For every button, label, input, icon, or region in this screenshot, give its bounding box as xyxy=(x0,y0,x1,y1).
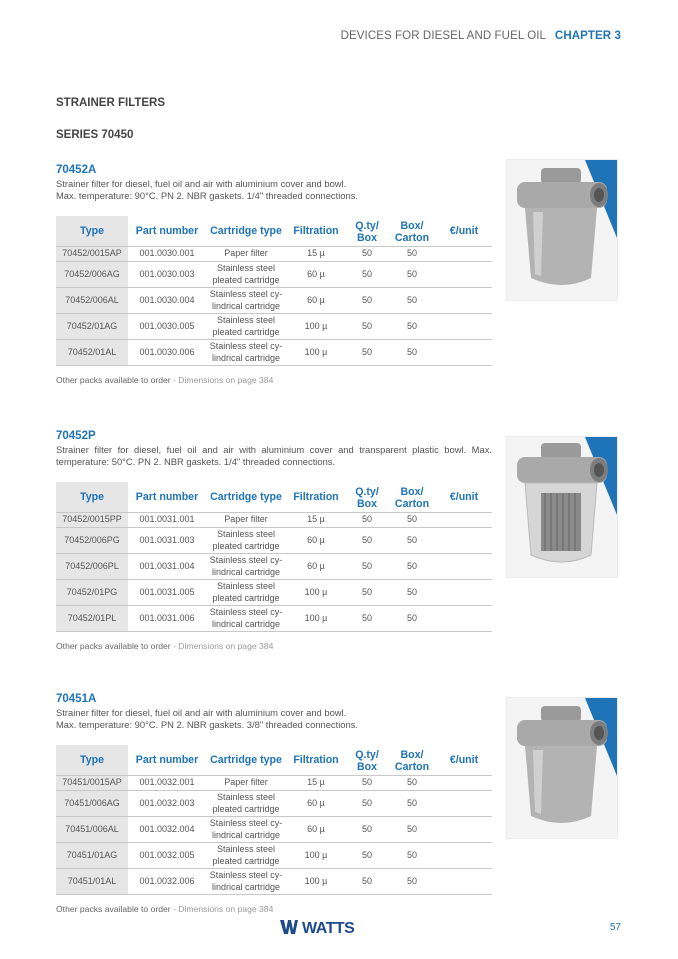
table-header-row xyxy=(56,216,492,247)
type-cell: 70451/01AG xyxy=(56,843,128,869)
page-header xyxy=(341,30,621,42)
product-description xyxy=(56,707,386,731)
part-number-cell: 001.0032.005 xyxy=(128,843,206,869)
column-header-type: Type xyxy=(56,745,128,776)
type-cell: 70452/01AG xyxy=(56,314,128,340)
table-row xyxy=(56,606,492,632)
product-table xyxy=(56,745,492,895)
product-section xyxy=(56,692,492,914)
table-row xyxy=(56,262,492,288)
cartridge-type-cell xyxy=(206,606,286,632)
cartridge-line: Stainless steel xyxy=(216,844,276,854)
box-carton-cell: 50 xyxy=(388,513,436,528)
cartridge-line: pleated cartridge xyxy=(212,326,280,337)
page-number: 57 xyxy=(609,922,621,933)
column-header-qty-box: Q.ty/ Box xyxy=(346,216,388,247)
box-carton-cell: 50 xyxy=(388,288,436,314)
box-carton-cell: 50 xyxy=(388,843,436,869)
part-number-cell: 001.0030.001 xyxy=(128,247,206,262)
part-number-cell: 001.0030.006 xyxy=(128,340,206,366)
price-cell xyxy=(436,843,492,869)
qty-box-cell: 50 xyxy=(346,262,388,288)
product-code: 70452P xyxy=(56,430,96,442)
table-note xyxy=(56,375,492,385)
cartridge-line: Stainless steel xyxy=(216,792,276,802)
header-chapter: CHAPTER 3 xyxy=(554,30,621,42)
column-header-filtration: Filtration xyxy=(286,216,346,247)
filtration-cell: 100 µ xyxy=(286,606,346,632)
filtration-cell: 15 µ xyxy=(286,247,346,262)
cartridge-line: Stainless steel cy- xyxy=(209,289,283,299)
table-row xyxy=(56,554,492,580)
filtration-cell: 60 µ xyxy=(286,817,346,843)
cartridge-line: Paper filter xyxy=(224,777,268,788)
cartridge-line: Stainless steel cy- xyxy=(209,555,283,565)
cartridge-type-cell xyxy=(206,580,286,606)
qty-box-cell: 50 xyxy=(346,843,388,869)
cartridge-line: Paper filter xyxy=(224,514,268,525)
product-description xyxy=(56,178,386,202)
column-header-filtration: Filtration xyxy=(286,745,346,776)
table-row xyxy=(56,314,492,340)
column-header-part-number: Part number xyxy=(128,745,206,776)
product-section xyxy=(56,429,492,651)
qty-box-cell: 50 xyxy=(346,314,388,340)
cartridge-type-cell xyxy=(206,340,286,366)
qty-box-cell: 50 xyxy=(346,580,388,606)
cartridge-type-cell xyxy=(206,554,286,580)
part-number-cell: 001.0030.003 xyxy=(128,262,206,288)
cartridge-line: Paper filter xyxy=(224,248,268,259)
part-number-cell: 001.0032.001 xyxy=(128,776,206,791)
filtration-cell: 60 µ xyxy=(286,554,346,580)
column-header-cartridge-type: Cartridge type xyxy=(206,482,286,513)
filtration-cell: 15 µ xyxy=(286,776,346,791)
price-cell xyxy=(436,776,492,791)
part-number-cell: 001.0031.004 xyxy=(128,554,206,580)
price-cell xyxy=(436,817,492,843)
type-cell: 70452/0015AP xyxy=(56,247,128,262)
price-cell xyxy=(436,262,492,288)
type-cell: 70452/006AG xyxy=(56,262,128,288)
column-header-type: Type xyxy=(56,482,128,513)
price-cell xyxy=(436,314,492,340)
column-header-box-carton: Box/ Carton xyxy=(388,216,436,247)
filtration-cell: 60 µ xyxy=(286,791,346,817)
qty-box-cell: 50 xyxy=(346,528,388,554)
description-line: Strainer filter for diesel, fuel oil and air with aluminium cover and bowl. xyxy=(56,707,347,718)
product-table xyxy=(56,482,492,632)
qty-box-cell: 50 xyxy=(346,340,388,366)
part-number-cell: 001.0031.005 xyxy=(128,580,206,606)
description-line: Max. temperature: 90°C. PN 2. NBR gaskets. 1/4" threaded connections. xyxy=(56,190,359,201)
table-header-row xyxy=(56,482,492,513)
cartridge-line: pleated cartridge xyxy=(212,540,280,551)
part-number-cell: 001.0032.003 xyxy=(128,791,206,817)
column-header-box-carton: Box/ Carton xyxy=(388,482,436,513)
type-cell: 70452/01PL xyxy=(56,606,128,632)
column-header-filtration: Filtration xyxy=(286,482,346,513)
box-carton-cell: 50 xyxy=(388,580,436,606)
table-row xyxy=(56,869,492,895)
table-row xyxy=(56,791,492,817)
table-header-row xyxy=(56,745,492,776)
cartridge-line: pleated cartridge xyxy=(212,274,280,285)
part-number-cell: 001.0030.005 xyxy=(128,314,206,340)
filtration-cell: 100 µ xyxy=(286,340,346,366)
part-number-cell: 001.0030.004 xyxy=(128,288,206,314)
watts-logo-icon xyxy=(280,920,302,934)
type-cell: 70451/0015AP xyxy=(56,776,128,791)
table-note xyxy=(56,904,492,914)
type-cell: 70452/01AL xyxy=(56,340,128,366)
column-header-box-carton: Box/ Carton xyxy=(388,745,436,776)
qty-box-cell: 50 xyxy=(346,791,388,817)
box-carton-cell: 50 xyxy=(388,869,436,895)
product-table xyxy=(56,216,492,366)
column-header-cartridge-type: Cartridge type xyxy=(206,216,286,247)
type-cell: 70451/01AL xyxy=(56,869,128,895)
price-cell xyxy=(436,791,492,817)
cartridge-line: Stainless steel cy- xyxy=(209,607,283,617)
cartridge-line: lindrical cartridge xyxy=(211,881,281,892)
cartridge-type-cell xyxy=(206,262,286,288)
cartridge-line: Stainless steel cy- xyxy=(209,818,283,828)
price-cell xyxy=(436,340,492,366)
cartridge-line: lindrical cartridge xyxy=(211,566,281,577)
column-header-qty-box: Q.ty/ Box xyxy=(346,482,388,513)
qty-box-cell: 50 xyxy=(346,554,388,580)
product-code: 70452A xyxy=(56,164,97,176)
type-cell: 70452/006PG xyxy=(56,528,128,554)
product-photo-70451a xyxy=(506,697,618,839)
cartridge-type-cell xyxy=(206,817,286,843)
price-cell xyxy=(436,288,492,314)
cartridge-line: Stainless steel xyxy=(216,529,276,539)
header-section: DEVICES FOR DIESEL AND FUEL OIL xyxy=(340,30,546,42)
type-cell: 70452/0015PP xyxy=(56,513,128,528)
part-number-cell: 001.0031.003 xyxy=(128,528,206,554)
qty-box-cell: 50 xyxy=(346,247,388,262)
qty-box-cell: 50 xyxy=(346,776,388,791)
box-carton-cell: 50 xyxy=(388,247,436,262)
box-carton-cell: 50 xyxy=(388,791,436,817)
filtration-cell: 60 µ xyxy=(286,262,346,288)
qty-box-cell: 50 xyxy=(346,817,388,843)
table-note xyxy=(56,641,492,651)
price-cell xyxy=(436,869,492,895)
watts-logo xyxy=(280,920,354,938)
product-photo-70452p xyxy=(506,436,618,578)
box-carton-cell: 50 xyxy=(388,262,436,288)
table-row xyxy=(56,817,492,843)
cartridge-type-cell xyxy=(206,776,286,791)
box-carton-cell: 50 xyxy=(388,817,436,843)
description-line: Strainer filter for diesel, fuel oil and air with aluminium cover and bowl. xyxy=(56,178,347,189)
cartridge-type-cell xyxy=(206,791,286,817)
price-cell xyxy=(436,580,492,606)
filtration-cell: 100 µ xyxy=(286,843,346,869)
table-row xyxy=(56,843,492,869)
column-header-part-number: Part number xyxy=(128,482,206,513)
table-row xyxy=(56,528,492,554)
cartridge-line: lindrical cartridge xyxy=(211,300,281,311)
note-packs: Other packs available to order xyxy=(56,641,171,651)
cartridge-line: lindrical cartridge xyxy=(211,618,281,629)
box-carton-cell: 50 xyxy=(388,314,436,340)
page-title: STRAINER FILTERS xyxy=(56,97,166,109)
product-description xyxy=(56,444,492,468)
table-row xyxy=(56,776,492,791)
price-cell xyxy=(436,513,492,528)
cartridge-type-cell xyxy=(206,288,286,314)
part-number-cell: 001.0032.004 xyxy=(128,817,206,843)
cartridge-line: pleated cartridge xyxy=(212,855,280,866)
box-carton-cell: 50 xyxy=(388,776,436,791)
dimensions-reference: - Dimensions on page 384 xyxy=(170,375,274,385)
cartridge-line: lindrical cartridge xyxy=(211,352,281,363)
column-header-qty-box: Q.ty/ Box xyxy=(346,745,388,776)
cartridge-type-cell xyxy=(206,869,286,895)
column-header-part-number: Part number xyxy=(128,216,206,247)
cartridge-line: Stainless steel xyxy=(216,315,276,325)
dimensions-reference: - Dimensions on page 384 xyxy=(170,904,274,914)
logo-text: WATTS xyxy=(302,920,355,937)
column-header-cartridge-type: Cartridge type xyxy=(206,745,286,776)
box-carton-cell: 50 xyxy=(388,554,436,580)
box-carton-cell: 50 xyxy=(388,340,436,366)
cartridge-line: lindrical cartridge xyxy=(211,829,281,840)
table-row xyxy=(56,288,492,314)
series-title: SERIES 70450 xyxy=(56,129,134,141)
part-number-cell: 001.0031.001 xyxy=(128,513,206,528)
box-carton-cell: 50 xyxy=(388,528,436,554)
cartridge-type-cell xyxy=(206,843,286,869)
filtration-cell: 60 µ xyxy=(286,288,346,314)
price-cell xyxy=(436,247,492,262)
qty-box-cell: 50 xyxy=(346,869,388,895)
product-section xyxy=(56,163,492,385)
qty-box-cell: 50 xyxy=(346,513,388,528)
description-line: Strainer filter for diesel, fuel oil and air with aluminium cover and transparent plastic bowl. Max. temperature: 50°C. PN 2. NBR gaskets. 1/4" threaded connections. xyxy=(56,444,492,467)
column-header-price-unit: €/unit xyxy=(436,216,492,247)
type-cell: 70451/006AG xyxy=(56,791,128,817)
price-cell xyxy=(436,606,492,632)
column-header-type: Type xyxy=(56,216,128,247)
price-cell xyxy=(436,554,492,580)
qty-box-cell: 50 xyxy=(346,606,388,632)
column-header-price-unit: €/unit xyxy=(436,482,492,513)
cartridge-type-cell xyxy=(206,528,286,554)
column-header-price-unit: €/unit xyxy=(436,745,492,776)
description-line: Max. temperature: 90°C. PN 2. NBR gaskets. 3/8" threaded connections. xyxy=(56,719,359,730)
table-row xyxy=(56,513,492,528)
filtration-cell: 100 µ xyxy=(286,580,346,606)
part-number-cell: 001.0031.006 xyxy=(128,606,206,632)
cartridge-type-cell xyxy=(206,513,286,528)
dimensions-reference: - Dimensions on page 384 xyxy=(170,641,274,651)
table-row xyxy=(56,340,492,366)
type-cell: 70452/006AL xyxy=(56,288,128,314)
cartridge-type-cell xyxy=(206,314,286,340)
note-packs: Other packs available to order xyxy=(56,375,171,385)
qty-box-cell: 50 xyxy=(346,288,388,314)
cartridge-line: pleated cartridge xyxy=(212,803,280,814)
cartridge-line: Stainless steel cy- xyxy=(209,870,283,880)
type-cell: 70452/006PL xyxy=(56,554,128,580)
type-cell: 70452/01PG xyxy=(56,580,128,606)
cartridge-line: pleated cartridge xyxy=(212,592,280,603)
table-row xyxy=(56,247,492,262)
part-number-cell: 001.0032.006 xyxy=(128,869,206,895)
product-code: 70451A xyxy=(56,693,97,705)
product-photo-70452a xyxy=(506,159,618,301)
cartridge-type-cell xyxy=(206,247,286,262)
note-packs: Other packs available to order xyxy=(56,904,171,914)
table-row xyxy=(56,580,492,606)
filtration-cell: 100 µ xyxy=(286,314,346,340)
box-carton-cell: 50 xyxy=(388,606,436,632)
cartridge-line: Stainless steel xyxy=(216,263,276,273)
filtration-cell: 15 µ xyxy=(286,513,346,528)
cartridge-line: Stainless steel cy- xyxy=(209,341,283,351)
type-cell: 70451/006AL xyxy=(56,817,128,843)
filtration-cell: 100 µ xyxy=(286,869,346,895)
price-cell xyxy=(436,528,492,554)
filtration-cell: 60 µ xyxy=(286,528,346,554)
cartridge-line: Stainless steel xyxy=(216,581,276,591)
